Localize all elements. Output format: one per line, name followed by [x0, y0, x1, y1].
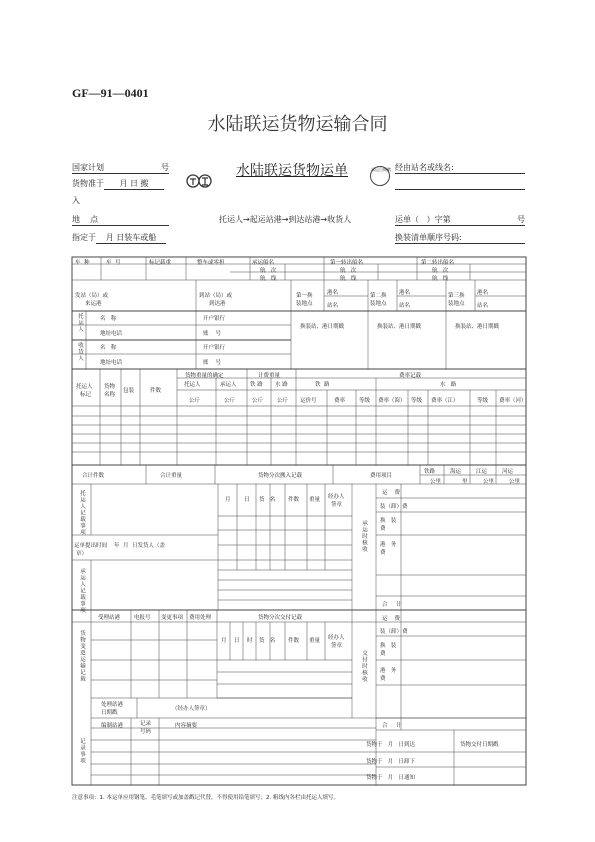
river-label: 江运	[476, 469, 488, 475]
a-weight: 重量	[309, 497, 321, 503]
rate-stream-label: 费率（河）	[499, 398, 527, 404]
b-total: 合 计	[382, 723, 402, 729]
a-freight: 运 费	[382, 490, 401, 496]
consignee-address-label: 地址电话	[100, 360, 123, 366]
carload-label: 整车或零担	[197, 260, 225, 266]
acceptance-collect-label: 承运时核收	[361, 520, 367, 553]
b-handler: 经办人 签章	[328, 635, 345, 649]
billing-rail-label: 铁 路	[250, 382, 263, 388]
car-number-label: 车 号	[106, 260, 121, 266]
second-transfer-point-label: 第二换 装地点	[370, 293, 387, 307]
b-weight: 重量	[309, 638, 321, 644]
first-transfer-point-label: 第一换 装地点	[296, 293, 313, 307]
a-loading-fee: 装（卸）费	[380, 504, 408, 510]
route-label: 经由站名或线名:	[395, 162, 525, 174]
shipper-bank-label: 开户银行	[203, 316, 226, 322]
weight-determination-label: 货物重量的确定	[185, 373, 224, 379]
unit-kg-4: 公斤	[277, 398, 289, 404]
form-code: GF—91—0401	[72, 86, 149, 100]
national-plan-label: 国家计划 号	[72, 163, 169, 172]
arrival-date-label: 货物于 月 日到达	[366, 742, 416, 748]
handling-station-label: 处理站港 日期戳	[101, 702, 124, 716]
first-transfer-ship-label: 第一转出船名	[330, 260, 364, 266]
rail-label: 铁路	[424, 469, 436, 475]
second-port-label: 港名	[399, 290, 411, 296]
fee-item-label: 费用项目	[370, 473, 393, 479]
second-route-label: 航 线	[432, 276, 449, 282]
rate-river-label: 费率（江）	[431, 398, 459, 404]
carrier-notes-label: 承运人记载事项	[79, 568, 85, 614]
b-hour: 时	[247, 638, 253, 644]
li-label: 里	[462, 479, 468, 485]
shipper-address-label: 地址电话	[100, 331, 123, 337]
third-transfer-point-label: 第三换 装地点	[448, 293, 465, 307]
b-day: 日	[234, 638, 240, 644]
summary-label: 内容摘要	[175, 723, 198, 729]
shipper-account-label: 账 号	[203, 331, 222, 337]
second-station-label: 站名	[399, 303, 411, 309]
consignee-account-label: 账 号	[203, 360, 222, 366]
fee-handling-label: 费用处理	[189, 615, 212, 621]
rate-record-label: 费率记载	[399, 373, 422, 379]
a-month: 月	[225, 497, 231, 503]
grade-label-3: 等级	[477, 398, 489, 404]
first-voyage-label: 航 次	[340, 268, 357, 274]
handler-sign-label: （经办人签章）	[172, 706, 211, 712]
a-pieces: 件数	[288, 497, 300, 503]
flow-line: 托运人→起运站港→到达站港→收货人	[219, 215, 352, 224]
weight-carrier-label: 承运人	[220, 382, 237, 388]
notify-date-label: 货物于 月 日通知	[366, 775, 416, 781]
delivery-date-stamp-label: 货物交付日期戳	[460, 742, 499, 748]
first-route-label: 航 线	[340, 276, 357, 282]
rate-label: 费率	[334, 398, 346, 404]
notes: 注意事项：1. 本运单应用钢笔、毛笔填写或加盖戳记代替，不得使用铅笔填写；2. 粗线内各栏由托运人填写。	[72, 795, 339, 801]
consignee-label: 收货人	[77, 342, 83, 362]
weight-shipper-label: 托运人	[184, 382, 201, 388]
rate-sea-label: 费率（海）	[378, 398, 406, 404]
a-goods: 货 名	[259, 497, 276, 503]
a-day: 日	[244, 497, 250, 503]
delivery-collect-label: 交付时核收	[361, 650, 367, 683]
billing-weight-label: 计费重量	[258, 373, 281, 379]
consignee-name-label: 名 称	[100, 345, 117, 351]
waybill-title: 水陆联运货物运单	[236, 163, 348, 179]
shipper-notes-label: 托运人记载事项	[79, 490, 85, 536]
compile-station-label: 编制站港	[101, 723, 124, 729]
a-total: 合 计	[382, 602, 402, 608]
stream-label: 河运	[502, 469, 514, 475]
receiving-station-label: 受理站港	[98, 615, 121, 621]
delivery-in-record-label: 货物分次搬入记载	[258, 473, 303, 479]
tariff-number-label: 运价号	[300, 398, 317, 404]
page-title: 水陆联运货物运输合同	[207, 114, 388, 135]
km-label-1: 公里	[430, 479, 442, 485]
unit-kg-1: 公斤	[189, 398, 201, 404]
piece-count-label: 件数	[150, 388, 162, 394]
transfer-stamp-3: 换装站、港日期戳	[455, 324, 500, 330]
header-line-3: 入	[72, 196, 80, 205]
waybill-number: 运单（ ）字第 号	[395, 215, 525, 224]
goods-name-label: 货物 名称	[104, 384, 116, 398]
shipper-name-label: 名 称	[100, 316, 117, 322]
b-loading-fee: 装（卸）费	[380, 629, 408, 635]
header-line-2: 货物准于 月 日 搬	[72, 178, 164, 190]
grade-label-1: 等级	[359, 398, 371, 404]
unit-kg-2: 公斤	[224, 398, 236, 404]
rate-water-label: 水 路	[440, 382, 457, 388]
shipper-mark-label: 托运人 标记	[76, 384, 93, 398]
telegram-number-label: 电报号	[134, 615, 151, 621]
record-number-label: 记录 号码	[140, 721, 152, 735]
destination-station-label: 到站（局）或 到达港	[199, 293, 233, 307]
car-type-label: 车 种	[75, 260, 90, 266]
transfer-list-label: 换装清单顺序号码:	[395, 232, 525, 244]
first-station-label: 站名	[327, 303, 339, 309]
delivery-record-label: 货物分次交付记载	[258, 615, 303, 621]
sea-label: 海运	[450, 469, 462, 475]
origin-station-label: 发站（局）或 来运港	[75, 293, 109, 307]
acceptance-date-stamp: 承运日期戳	[370, 166, 390, 186]
change-transport-record-label: 货物变更运输记载	[79, 630, 85, 682]
first-port-label: 港名	[327, 290, 339, 296]
b-transfer-fee: 换 装 费	[380, 643, 397, 657]
billing-water-label: 水 路	[275, 382, 288, 388]
km-label-3: 公里	[509, 479, 521, 485]
submit-time-label: 运单提出时间 年 月 日发货人（盖 章）	[74, 543, 166, 557]
second-transfer-ship-label: 第二转出船名	[421, 260, 455, 266]
rate-rail-label: 铁 路	[315, 382, 330, 388]
third-station-label: 站名	[477, 303, 489, 309]
voyage-label: 航 次	[260, 268, 277, 274]
route-line-label: 航 线	[260, 276, 277, 282]
third-port-label: 港名	[477, 290, 489, 296]
a-port-fee: 港 务 费	[380, 542, 397, 556]
unload-date-label: 货物于 月 日卸下	[366, 759, 416, 765]
km-label-2: 公里	[483, 479, 495, 485]
marked-load-label: 标记载重	[149, 260, 172, 266]
total-pieces-label: 合计件数	[82, 473, 105, 479]
second-voyage-label: 航 次	[432, 268, 449, 274]
record-items-label: 记录事项	[79, 738, 85, 764]
transfer-stamp-2: 换装站、港日期戳	[377, 324, 422, 330]
grade-label-2: 等级	[411, 398, 423, 404]
shipper-label: 托运人	[77, 313, 83, 333]
unit-kg-3: 公斤	[252, 398, 264, 404]
total-weight-label: 合计重量	[160, 473, 183, 479]
change-item-label: 变更事项	[161, 615, 184, 621]
b-port-fee: 港 务 费	[380, 668, 397, 682]
a-handler: 经办人 签章	[328, 494, 345, 508]
ship-name-label: 承运船名	[252, 260, 275, 266]
header-line-5: 指定于 月 日装车或船	[72, 232, 166, 244]
a-transfer-fee: 换 装 费	[380, 518, 397, 532]
header-line-4: 地 点	[72, 214, 169, 226]
consignee-bank-label: 开户银行	[203, 345, 226, 351]
b-freight: 运 费	[382, 616, 401, 622]
packing-label: 包装	[123, 388, 135, 394]
transfer-stamp-1: 换装站、港日期戳	[300, 324, 345, 330]
b-goods: 货 名	[259, 638, 276, 644]
b-pieces: 件数	[288, 638, 300, 644]
b-month: 月	[221, 638, 227, 644]
